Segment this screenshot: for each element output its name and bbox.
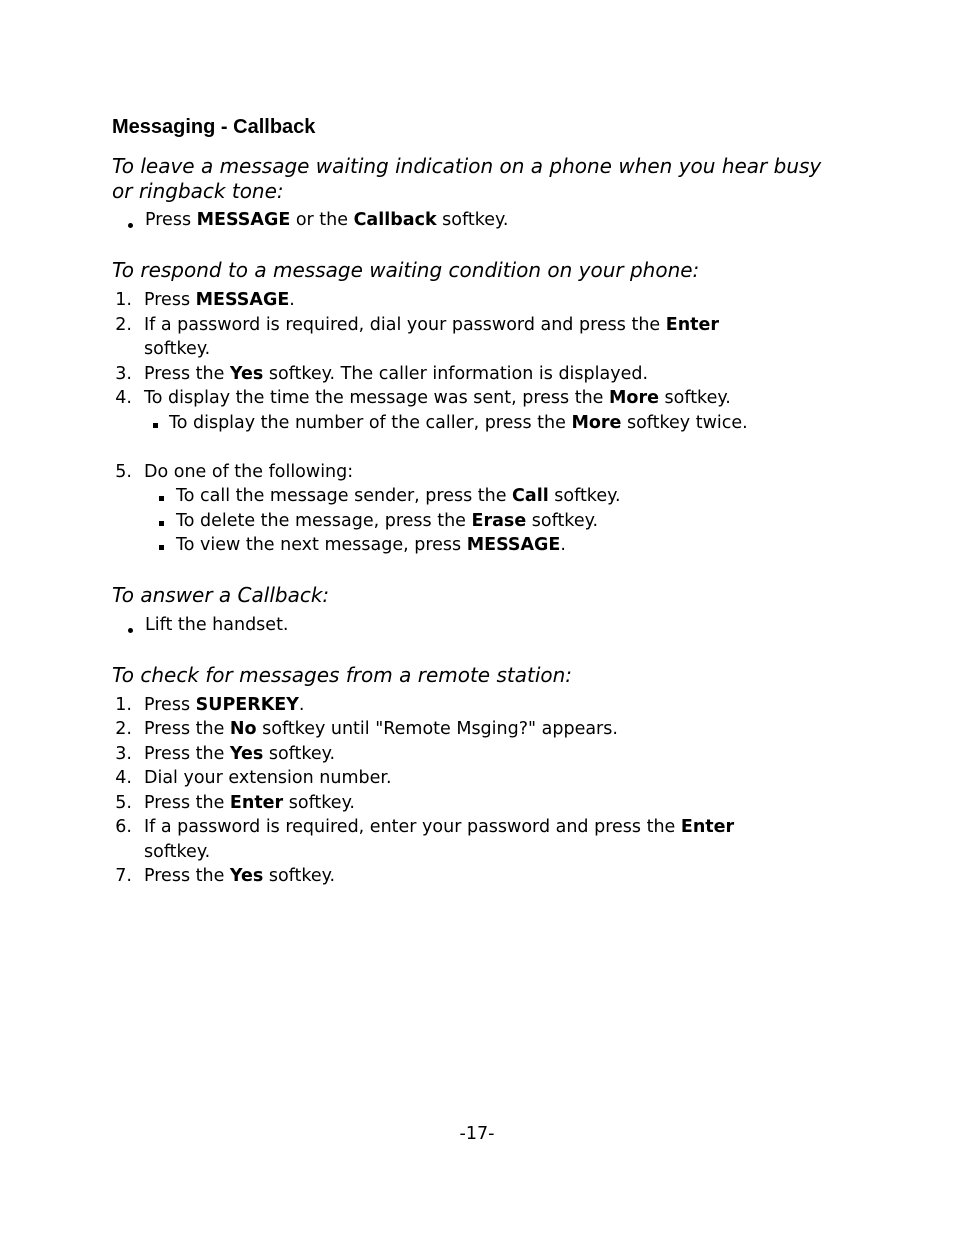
section-intro: To leave a message waiting indication on a phone when you hear busy <box>112 154 822 178</box>
list-item: Press MESSAGE or the Callback softkey. <box>145 210 509 230</box>
list-item-continuation: softkey. <box>144 842 211 862</box>
square-bullet-icon <box>159 496 164 501</box>
list-item: Press SUPERKEY. <box>144 695 305 715</box>
step-number: 1. <box>115 290 132 310</box>
step-number: 5. <box>115 793 132 813</box>
bullet-icon <box>128 223 133 228</box>
step-number: 6. <box>115 817 132 837</box>
section-intro: To respond to a message waiting condition on your phone: <box>112 258 700 282</box>
list-item: Dial your extension number. <box>144 768 392 788</box>
step-number: 7. <box>115 866 132 886</box>
sub-list-item: To delete the message, press the Erase softkey. <box>176 511 599 531</box>
sub-list-item: To view the next message, press MESSAGE. <box>176 535 566 555</box>
section-intro: To check for messages from a remote station: <box>112 663 573 687</box>
step-number: 2. <box>115 315 132 335</box>
square-bullet-icon <box>159 545 164 550</box>
list-item: To display the time the message was sent, press the More softkey. <box>144 388 731 408</box>
page-title: Messaging - Callback <box>112 116 316 138</box>
step-number: 3. <box>115 744 132 764</box>
step-number: 5. <box>115 462 132 482</box>
list-item: Do one of the following: <box>144 462 354 482</box>
list-item: Press the Yes softkey. <box>144 866 336 886</box>
sub-list-item: To call the message sender, press the Call softkey. <box>176 486 621 506</box>
list-item: If a password is required, enter your password and press the Enter <box>144 817 735 837</box>
bullet-icon <box>128 628 133 633</box>
square-bullet-icon <box>153 423 158 428</box>
step-number: 2. <box>115 719 132 739</box>
step-number: 4. <box>115 768 132 788</box>
section-intro: To answer a Callback: <box>112 583 330 607</box>
step-number: 1. <box>115 695 132 715</box>
step-number: 3. <box>115 364 132 384</box>
list-item: Press the Enter softkey. <box>144 793 355 813</box>
list-item: If a password is required, dial your password and press the Enter <box>144 315 720 335</box>
list-item-continuation: softkey. <box>144 339 211 359</box>
list-item: Press the No softkey until "Remote Msging?" appears. <box>144 719 618 739</box>
step-number: 4. <box>115 388 132 408</box>
page-number: -17- <box>459 1124 495 1144</box>
list-item: Press MESSAGE. <box>144 290 295 310</box>
section-intro: or ringback tone: <box>112 179 284 203</box>
list-item: Press the Yes softkey. The caller information is displayed. <box>144 364 649 384</box>
list-item: Lift the handset. <box>145 615 289 635</box>
sub-list-item: To display the number of the caller, press the More softkey twice. <box>169 413 748 433</box>
list-item: Press the Yes softkey. <box>144 744 336 764</box>
square-bullet-icon <box>159 521 164 526</box>
